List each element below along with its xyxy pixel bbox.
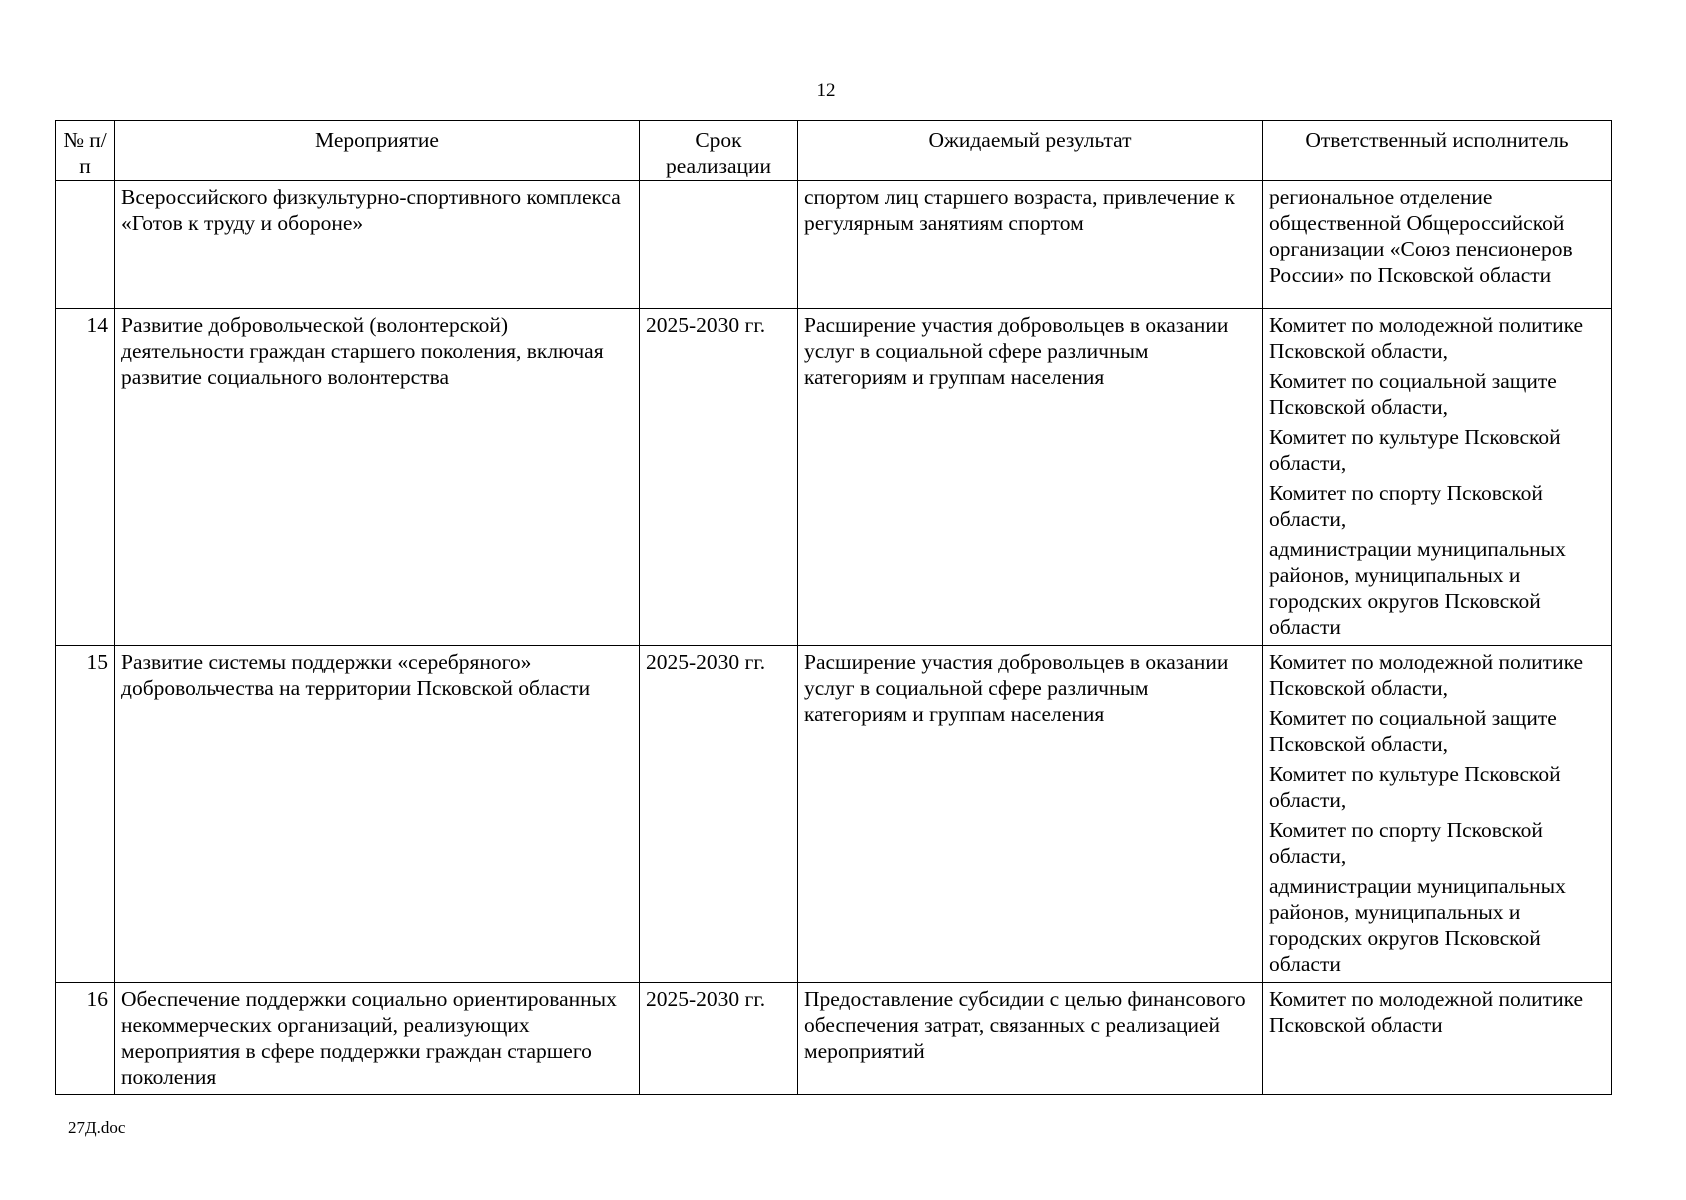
measures-table: [55, 120, 1612, 1095]
row-term: 2025-2030 гг.: [640, 646, 798, 983]
row-executor: [1263, 181, 1612, 309]
row-term: 2025-2030 гг.: [640, 983, 798, 1095]
row-num: [56, 181, 115, 309]
header-event: Мероприятие: [115, 121, 640, 181]
row-result: спортом лиц старшего возраста, привлечение к регулярным занятиям спортом: [798, 181, 1263, 309]
table-row: [56, 983, 1612, 1095]
row-num: 16: [56, 983, 115, 1095]
row-event: Развитие системы поддержки «серебряного» добровольчества на территории Псковской области: [115, 646, 640, 983]
executor-item: Комитет по спорту Псковской области,: [1269, 818, 1543, 868]
header-result: Ожидаемый результат: [798, 121, 1263, 181]
row-result: Расширение участия добровольцев в оказании услуг в социальной сфере различным категориям и группам населения: [798, 646, 1263, 983]
row-event: Обеспечение поддержки социально ориентированных некоммерческих организаций, реализующих мероприятия в сфере поддержки граждан старшего поколения: [115, 983, 640, 1095]
row-executor: [1263, 646, 1612, 983]
table-row: [56, 181, 1612, 309]
row-num: 15: [56, 646, 115, 983]
executor-item: Комитет по социальной защите Псковской области,: [1269, 706, 1557, 756]
row-event: Всероссийского физкультурно-спортивного комплекса «Готов к труду и обороне»: [115, 181, 640, 309]
executor-item: Комитет по молодежной политике Псковской области,: [1269, 650, 1584, 700]
row-num: 14: [56, 309, 115, 646]
footer-file-name: 27Д.doc: [68, 1118, 126, 1137]
row-executor: [1263, 309, 1612, 646]
header-term: Срок реализации: [640, 121, 798, 181]
executor-item: Комитет по социальной защите Псковской области,: [1269, 369, 1557, 419]
header-num: № п/п: [56, 121, 115, 181]
executor-item: администрации муниципальных районов, муниципальных и городских округов Псковской области: [1269, 874, 1566, 976]
executor-item: Комитет по молодежной политике Псковской области: [1269, 987, 1584, 1037]
row-event: Развитие добровольческой (волонтерской) деятельности граждан старшего поколения, включая развитие социального волонтерства: [115, 309, 640, 646]
executor-item: администрации муниципальных районов, муниципальных и городских округов Псковской области: [1269, 537, 1566, 639]
executor-item: региональное отделение общественной Общероссийской организации «Союз пенсионеров России» по Псковской области: [1269, 185, 1573, 287]
executor-item: Комитет по культуре Псковской области,: [1269, 762, 1561, 812]
executor-item: Комитет по культуре Псковской области,: [1269, 425, 1561, 475]
table-row: [56, 309, 1612, 646]
executor-item: Комитет по спорту Псковской области,: [1269, 481, 1543, 531]
row-executor: [1263, 983, 1612, 1095]
row-term: 2025-2030 гг.: [640, 309, 798, 646]
row-result: Расширение участия добровольцев в оказании услуг в социальной сфере различным категориям и группам населения: [798, 309, 1263, 646]
row-term: [640, 181, 798, 309]
row-result: Предоставление субсидии с целью финансового обеспечения затрат, связанных с реализацией мероприятий: [798, 983, 1263, 1095]
header-executor: Ответственный исполнитель: [1263, 121, 1612, 181]
table-header-row: [56, 121, 1612, 181]
page-number: 12: [816, 80, 836, 101]
executor-item: Комитет по молодежной политике Псковской области,: [1269, 313, 1584, 363]
table-row: [56, 646, 1612, 983]
